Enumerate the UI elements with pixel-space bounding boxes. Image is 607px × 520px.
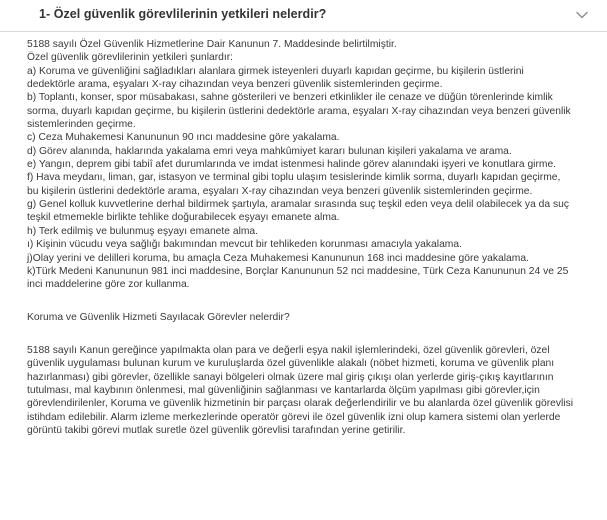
- spacer: [27, 292, 592, 312]
- paragraph-line: h) Terk edilmiş ve bulunmuş eşyayı emanete alma.: [27, 225, 259, 237]
- paragraph-line: 5188 sayılı Özel Güvenlik Hizmetlerine Dair Kanunun 7. Maddesinde belirtilmiştir.: [27, 39, 397, 50]
- paragraph-line: hazırlanması) gibi görevler, özellikle sanayi bölgeleri olmak üzere mal giriş çıkışı olan yerlerde giriş-çıkış kayıtlarının: [27, 371, 554, 383]
- section-heading: Koruma ve Güvenlik Hizmeti Sayılacak Görevler nelerdir?: [27, 312, 290, 324]
- accordion-header[interactable]: [0, 0, 607, 32]
- paragraph-line: c) Ceza Muhakemesi Kanununun 90 ıncı maddesine göre yakalama.: [27, 132, 340, 144]
- accordion-title[interactable]: 1- Özel güvenlik görevlilerinin yetkileri nelerdir?: [39, 7, 327, 21]
- paragraph-line: istihdam edilebilir. Alarm izleme merkezlerinde operatör görevi ile özel güvenlik izni olup kamera sistemi olan yerlerde: [27, 411, 561, 423]
- paragraph-line: a) Koruma ve güvenliğini sağladıkları alanlara girmek isteyenleri duyarlı kapıdan geçirme, bu kişilerin üstlerini: [27, 65, 524, 77]
- chevron-down-icon[interactable]: [575, 8, 589, 22]
- paragraph-line: tutulması, mal kaybının önlenmesi, mal güvenliğinin sağlanması ve kantarlarda ölçüm yapılması gibi görevler,için: [27, 384, 540, 396]
- accordion-content: [27, 38, 592, 437]
- paragraph-line: teşkil etmemekle birlikte tehlike doğurabilecek eşyayı emanete alma.: [27, 212, 340, 224]
- paragraph-line: Özel güvenlik görevlilerinin yetkileri şunlardır:: [27, 52, 234, 64]
- paragraph-line: 5188 sayılı Kanun gereğince yapılmakta olan para ve değerli eşya nakil işlemlerindeki, özel güvenlik görevleri, özel: [27, 344, 550, 356]
- paragraph-line: bu kişilerin üstlerini dedektörle arama, eşyaları X-ray cihazından veya benzeri güvenlik sistemlerinden geçirme.: [27, 185, 533, 197]
- paragraph-line: ı) Kişinin vücudu veya sağlığı bakımından mevcut bir tehlikeden korunması amacıyla yakalama.: [27, 239, 462, 251]
- paragraph-line: dedektörle arama, eşyaları X-ray cihazından veya benzeri güvenlik sistemlerinden geçirme.: [27, 79, 443, 91]
- paragraph-line: sorma, duyarlı kapıdan geçirme, bu kişilerin üstlerini dedektörle arama, eşyaları X-ray cihazından veya benzeri güvenlik: [27, 105, 571, 117]
- paragraph-line: görüntü takibi görevi mutlak suretle özel güvenlik görevlisi tarafından yerine getirilir.: [27, 424, 406, 436]
- paragraph-line: k)Türk Medeni Kanununun 981 inci maddesine, Borçlar Kanununun 52 nci maddesine, Türk Ceza Kanununun 24 ve 25: [27, 265, 569, 277]
- paragraph-line: görevlendirilenler, Koruma ve güvenlik hizmetinin bir parçası olarak değerlendirilir ve bu alanlarda özel güvenlik görevlisi: [27, 398, 574, 410]
- paragraph-line: j)Olay yerini ve delilleri koruma, bu amaçla Ceza Muhakemesi Kanununun 168 inci maddesine göre yakalama.: [27, 252, 529, 264]
- paragraph-line: b) Toplantı, konser, spor müsabakası, sahne gösterileri ve benzeri etkinlikler ile cenaze ve düğün törenlerinde kimlik: [27, 92, 553, 104]
- paragraph-line: f) Hava meydanı, liman, gar, istasyon ve terminal gibi toplu ulaşım tesislerinde kimlik sorma, duyarlı kapıdan geçirme,: [27, 172, 561, 184]
- paragraph-line: e) Yangın, deprem gibi tabiî afet durumlarında ve imdat istenmesi halinde görev alanındaki işyeri ve konutlara girme.: [27, 159, 557, 171]
- paragraph-line: g) Genel kolluk kuvvetlerine derhal bildirmek şartıyla, aramalar sırasında suç teşkil eden veya delil olabilecek ya da suç: [27, 199, 569, 211]
- paragraph-line: güvenlik uygulaması bulunan kurum ve kuruluşlarda özel güvenlikle alakalı (nöbet hizmeti, koruma ve güvenlik planı: [27, 358, 555, 370]
- paragraph-line: sistemlerinden geçirme.: [27, 119, 136, 131]
- paragraph-line: d) Görev alanında, haklarında yakalama emri veya mahkûmiyet kararı bulunan kişileri yakalama ve arama.: [27, 145, 512, 157]
- paragraph-line: inci maddelerine göre zor kullanma.: [27, 279, 190, 291]
- spacer: [27, 324, 592, 344]
